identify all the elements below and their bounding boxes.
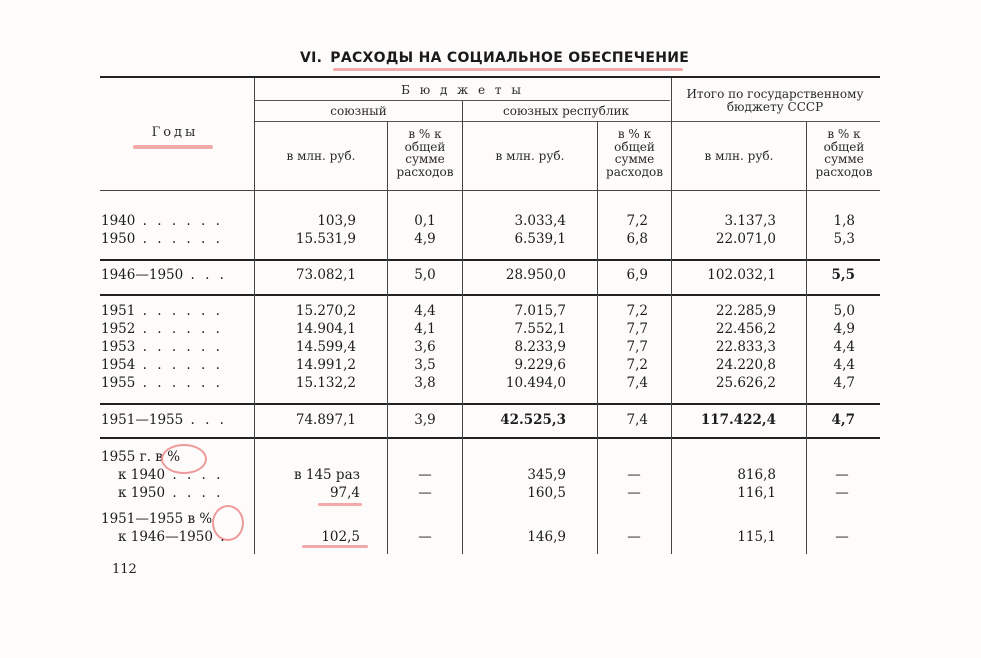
- union-pct: 3,5: [414, 357, 436, 373]
- union-mln: 73.082,1: [295, 267, 356, 283]
- republics-mln: 42.525,3: [500, 412, 566, 428]
- year-label: 1940 . . . . . .: [101, 213, 223, 229]
- union-header: союзный: [330, 104, 387, 118]
- union-mln: 15.270,2: [295, 303, 356, 319]
- year-label: 1953 . . . . . .: [101, 339, 223, 355]
- total-mln: 22.456,2: [715, 321, 776, 337]
- years-header: Годы: [151, 125, 199, 140]
- total-pct: 4,4: [833, 339, 855, 355]
- total-mln: 102.032,1: [707, 267, 776, 283]
- republics-mln: 6.539,1: [514, 231, 566, 247]
- republics-pct: 7,4: [626, 375, 648, 391]
- cmp-1946-republics-pct: —: [627, 529, 641, 545]
- total-pct: 4,9: [833, 321, 855, 337]
- header-rule-2: [255, 121, 880, 122]
- year-label: 1951 . . . . . .: [101, 303, 223, 319]
- total-mln: 24.220,8: [715, 357, 776, 373]
- union-mln: 14.991,2: [295, 357, 356, 373]
- union-pct: 3,8: [414, 375, 436, 391]
- total-mln: 22.071,0: [715, 231, 776, 247]
- year-label: 1952 . . . . . .: [101, 321, 223, 337]
- total-mln: 22.833,3: [715, 339, 776, 355]
- cmp-1946-total: 115,1: [737, 529, 776, 545]
- table-title: РАСХОДЫ НА СОЦИАЛЬНОЕ ОБЕСПЕЧЕНИЕ: [330, 50, 690, 66]
- republics-pct: 7,2: [626, 213, 648, 229]
- republics-pct: 7,7: [626, 339, 648, 355]
- republics-pct: 7,2: [626, 303, 648, 319]
- comparison-label-to-1940: к 1940 . . . .: [118, 467, 224, 483]
- cmp-1940-union: в 145 раз: [293, 467, 360, 483]
- section-rule-4: [100, 437, 880, 439]
- cmp-1950-republics: 160,5: [527, 485, 566, 501]
- union-pct: 4,9: [414, 231, 436, 247]
- total-mln-header: в млн. руб.: [704, 149, 774, 163]
- col-rule-years: [254, 78, 255, 554]
- cmp-1950-union-pct: —: [418, 485, 432, 501]
- total-pct: 4,4: [833, 357, 855, 373]
- cmp-1946-republics: 146,9: [527, 529, 566, 545]
- cmp-1946-union-pct: —: [418, 529, 432, 545]
- total-mln: 3.137,3: [724, 213, 776, 229]
- total-mln: 117.422,4: [700, 412, 776, 428]
- union-pct: 3,9: [414, 412, 436, 428]
- cmp-1940-union-pct: —: [418, 467, 432, 483]
- republics-mln-header: в млн. руб.: [495, 149, 565, 163]
- union-pct: 0,1: [414, 213, 436, 229]
- cmp-1950-union: 97,4: [329, 485, 360, 501]
- union-pct: 4,4: [414, 303, 436, 319]
- total-pct: 4,7: [831, 412, 855, 428]
- budgets-header: Б ю д ж е т ы: [401, 83, 524, 97]
- republics-mln: 7.552,1: [514, 321, 566, 337]
- top-rule: [100, 76, 880, 78]
- section-rule-2: [100, 294, 880, 296]
- comparison-label-1955: 1955 г. в %: [101, 449, 181, 465]
- cmp-1940-total: 816,8: [737, 467, 776, 483]
- cmp-1940-republics: 345,9: [527, 467, 566, 483]
- republics-mln: 10.494,0: [505, 375, 566, 391]
- republics-mln: 7.015,7: [514, 303, 566, 319]
- total-mln: 25.626,2: [715, 375, 776, 391]
- union-mln-header: в млн. руб.: [286, 149, 356, 163]
- total-pct: 5,5: [831, 267, 855, 283]
- republics-mln: 8.233,9: [514, 339, 566, 355]
- cmp-1946-total-pct: —: [835, 529, 849, 545]
- comparison-label-to-1950: к 1950 . . . .: [118, 485, 224, 501]
- republics-pct: 7,4: [626, 412, 648, 428]
- years-highlight: [133, 145, 213, 149]
- title-highlight: [333, 68, 683, 71]
- page-title: [300, 50, 689, 66]
- cmp-1950-republics-pct: —: [627, 485, 641, 501]
- year-label: 1946—1950 . . .: [101, 267, 227, 283]
- section-rule-1: [100, 259, 880, 261]
- union-mln: 74.897,1: [295, 412, 356, 428]
- union-mln: 14.599,4: [295, 339, 356, 355]
- total-pct: 5,0: [833, 303, 855, 319]
- col-rule-republics: [462, 101, 463, 554]
- year-label: 1955 . . . . . .: [101, 375, 223, 391]
- republics-pct: 6,8: [626, 231, 648, 247]
- highlight-97-4: [318, 503, 362, 506]
- total-header: Итого по государственному бюджету СССР: [686, 87, 864, 114]
- cmp-1946-union: 102,5: [321, 529, 360, 545]
- republics-mln: 28.950,0: [505, 267, 566, 283]
- union-pct-header: в % к общей сумме расходов: [396, 127, 454, 179]
- total-pct-header: в % к общей сумме расходов: [815, 127, 873, 179]
- year-label: 1950 . . . . . .: [101, 231, 223, 247]
- union-mln: 15.132,2: [295, 375, 356, 391]
- total-pct: 5,3: [833, 231, 855, 247]
- republics-pct-header: в % к общей сумме расходов: [606, 127, 663, 179]
- union-pct: 5,0: [414, 267, 436, 283]
- comparison-label-to-1946-1950: к 1946—1950 .: [118, 529, 228, 545]
- comparison-label-1951-1955: 1951—1955 в %: [101, 511, 213, 527]
- union-pct: 4,1: [414, 321, 436, 337]
- republics-pct: 7,2: [626, 357, 648, 373]
- table-number: VI.: [300, 50, 323, 66]
- cmp-1950-total-pct: —: [835, 485, 849, 501]
- republics-mln: 3.033,4: [514, 213, 566, 229]
- cmp-1940-total-pct: —: [835, 467, 849, 483]
- year-label: 1954 . . . . . .: [101, 357, 223, 373]
- republics-header: союзных республик: [503, 104, 629, 118]
- header-bottom-rule: [100, 190, 880, 191]
- republics-mln: 9.229,6: [514, 357, 566, 373]
- union-mln: 14.904,1: [295, 321, 356, 337]
- section-rule-3: [100, 403, 880, 405]
- total-pct: 1,8: [833, 213, 855, 229]
- union-mln: 103,9: [317, 213, 356, 229]
- highlight-102-5: [302, 545, 368, 548]
- republics-pct: 7,7: [626, 321, 648, 337]
- year-label: 1951—1955 . . .: [101, 412, 227, 428]
- union-mln: 15.531,9: [295, 231, 356, 247]
- cmp-1950-total: 116,1: [737, 485, 776, 501]
- union-pct: 3,6: [414, 339, 436, 355]
- page-number: 112: [112, 562, 137, 577]
- total-mln: 22.285,9: [715, 303, 776, 319]
- republics-pct: 6,9: [626, 267, 648, 283]
- cmp-1940-republics-pct: —: [627, 467, 641, 483]
- total-pct: 4,7: [833, 375, 855, 391]
